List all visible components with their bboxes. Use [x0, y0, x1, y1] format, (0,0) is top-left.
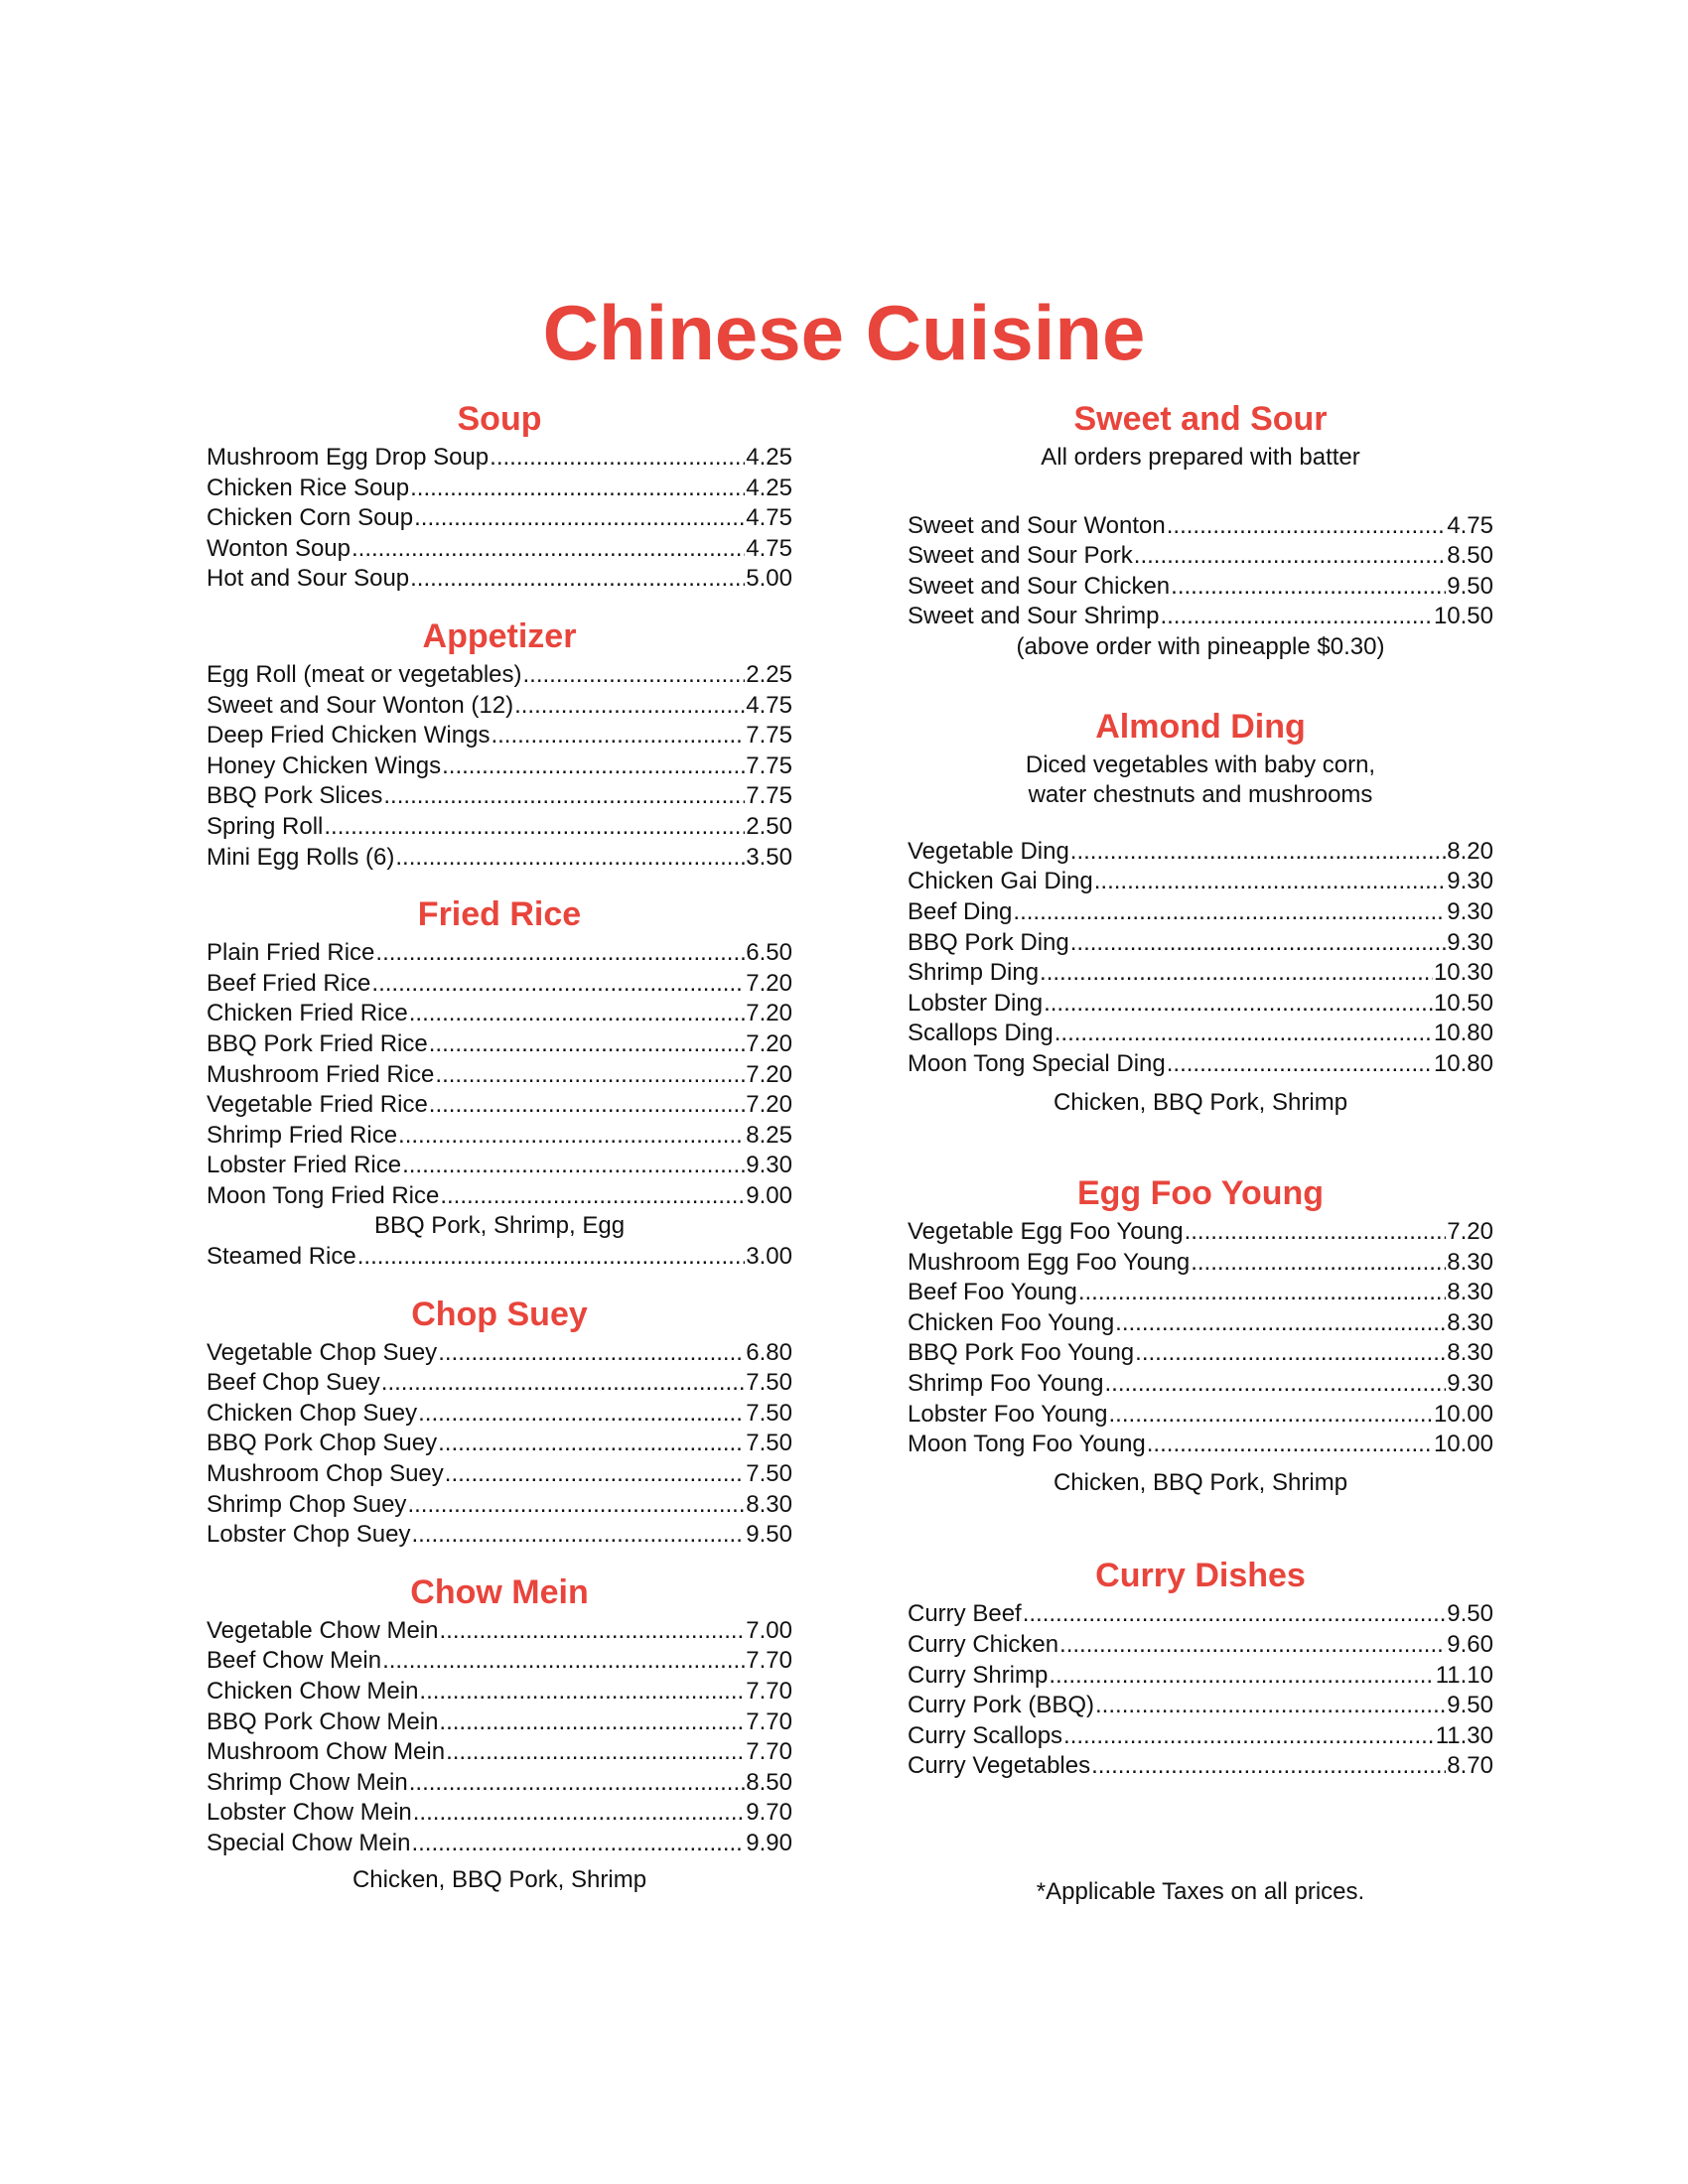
item-price: 2.50: [746, 812, 792, 840]
menu-item: [207, 660, 792, 691]
right-column: [908, 399, 1493, 1782]
menu-item: [908, 897, 1493, 928]
item-name: Egg Roll (meat or vegetables): [207, 660, 522, 688]
dot-leader: [1013, 897, 1446, 928]
menu-item: [908, 837, 1493, 868]
item-name: Beef Fried Rice: [207, 969, 371, 997]
item-price: 9.30: [1447, 897, 1493, 925]
menu-item: [207, 1707, 792, 1738]
section-chow-mein: [207, 1572, 792, 1895]
menu-item: [207, 999, 792, 1029]
section-egg-foo-young: [908, 1173, 1493, 1498]
dot-leader: [439, 1707, 745, 1738]
menu-item: [207, 1677, 792, 1707]
item-price: 10.50: [1433, 603, 1493, 630]
item-price: 8.30: [1447, 1248, 1493, 1276]
item-price: 9.50: [746, 1521, 792, 1549]
menu-item: [908, 1308, 1493, 1339]
item-name: Hot and Sour Soup: [207, 565, 410, 593]
item-price: 7.20: [746, 1091, 792, 1119]
dot-leader: [411, 1520, 745, 1551]
menu-item: [207, 1368, 792, 1399]
dot-leader: [357, 1242, 746, 1273]
dot-leader: [491, 721, 745, 751]
item-price: 9.30: [746, 1152, 792, 1179]
dot-leader: [1147, 1430, 1433, 1460]
section-title: Soup: [457, 400, 542, 438]
item-price: 9.30: [1447, 868, 1493, 895]
item-name: Beef Foo Young: [908, 1279, 1077, 1306]
item-price: 9.30: [1447, 1370, 1493, 1398]
menu-item: [908, 511, 1493, 542]
dot-leader: [439, 1616, 745, 1647]
item-price: 10.80: [1433, 1020, 1493, 1047]
section-intro: All orders prepared with batter: [1041, 444, 1360, 471]
item-price: 10.80: [1433, 1049, 1493, 1077]
item-price: 8.30: [746, 1490, 792, 1518]
dot-leader: [1167, 511, 1447, 542]
dot-leader: [413, 1798, 746, 1829]
menu-item: [207, 564, 792, 595]
tax-footnote: *Applicable Taxes on all prices.: [1036, 1878, 1365, 1905]
menu-item: [207, 1338, 792, 1369]
menu-item: [908, 1248, 1493, 1279]
section-note: Chicken, BBQ Pork, Shrimp: [1053, 1088, 1348, 1116]
menu-item: [908, 1369, 1493, 1400]
item-price: 7.50: [746, 1399, 792, 1427]
dot-leader: [429, 1090, 745, 1121]
menu-item: [908, 1019, 1493, 1049]
item-name: Chicken Gai Ding: [908, 868, 1093, 895]
item-price: 7.20: [746, 1029, 792, 1057]
dot-leader: [1167, 1049, 1433, 1080]
item-name: Sweet and Sour Shrimp: [908, 603, 1160, 630]
dot-leader: [411, 1829, 745, 1859]
item-name: Curry Scallops: [908, 1721, 1063, 1749]
section-sweet-and-sour: [908, 399, 1493, 663]
dot-leader: [1070, 928, 1447, 959]
dot-leader: [419, 1677, 745, 1707]
menu-item: [908, 1278, 1493, 1308]
menu-item: [908, 1691, 1493, 1721]
dot-leader: [383, 781, 745, 812]
menu-item: [207, 443, 792, 474]
item-name: Moon Tong Fried Rice: [207, 1181, 440, 1209]
section-intro: Diced vegetables with baby corn, water chestnuts and mushrooms: [1025, 751, 1376, 809]
item-name: Lobster Fried Rice: [207, 1152, 402, 1179]
item-name: Curry Vegetables: [908, 1752, 1091, 1780]
menu-item: [207, 969, 792, 1000]
item-name: Curry Chicken: [908, 1631, 1059, 1659]
menu-item: [207, 534, 792, 565]
item-name: Shrimp Fried Rice: [207, 1121, 398, 1149]
item-name: Mushroom Chow Mein: [207, 1738, 446, 1766]
item-price: 6.80: [746, 1338, 792, 1366]
item-price: 7.70: [746, 1738, 792, 1766]
dot-leader: [1055, 1019, 1433, 1049]
section-note: Chicken, BBQ Pork, Shrimp: [1053, 1468, 1348, 1496]
item-price: 8.30: [1447, 1339, 1493, 1367]
item-name: Chicken Corn Soup: [207, 504, 414, 532]
menu-item: [207, 1429, 792, 1459]
dot-leader: [407, 1490, 745, 1521]
dot-leader: [435, 1060, 745, 1091]
menu-item: [908, 1217, 1493, 1248]
item-name: Steamed Rice: [207, 1243, 356, 1271]
dot-leader: [1115, 1308, 1446, 1339]
item-price: 4.25: [746, 474, 792, 501]
item-name: Scallops Ding: [908, 1020, 1054, 1047]
dot-leader: [1160, 602, 1432, 632]
dot-leader: [1171, 572, 1446, 603]
item-price: 8.70: [1447, 1752, 1493, 1780]
item-name: Beef Ding: [908, 897, 1013, 925]
dot-leader: [1134, 541, 1446, 572]
menu-item: [908, 1400, 1493, 1431]
item-name: Sweet and Sour Pork: [908, 542, 1133, 570]
dot-leader: [409, 999, 746, 1029]
item-price: 9.60: [1447, 1631, 1493, 1659]
item-price: 8.25: [746, 1121, 792, 1149]
item-name: Chicken Foo Young: [908, 1308, 1115, 1336]
item-name: Lobster Chow Mein: [207, 1799, 412, 1827]
menu-item: [908, 572, 1493, 603]
item-price: 4.75: [1447, 511, 1493, 539]
item-price: 7.50: [746, 1369, 792, 1397]
dot-leader: [522, 660, 745, 691]
dot-leader: [414, 503, 745, 534]
section-chop-suey: [207, 1295, 792, 1551]
dot-leader: [375, 938, 745, 969]
page-title: Chinese Cuisine: [542, 289, 1146, 376]
menu-item: [207, 721, 792, 751]
dot-leader: [1095, 1691, 1446, 1721]
dot-leader: [438, 1338, 745, 1369]
item-price: 6.50: [746, 939, 792, 967]
item-name: Chicken Chow Mein: [207, 1678, 419, 1705]
dot-leader: [324, 812, 745, 843]
menu-item: [207, 1768, 792, 1799]
item-name: Mushroom Fried Rice: [207, 1060, 435, 1088]
section-title: Chow Mein: [410, 1572, 589, 1611]
item-name: Shrimp Chop Suey: [207, 1490, 407, 1518]
section-title: Chop Suey: [411, 1295, 588, 1333]
dot-leader: [409, 1768, 746, 1799]
item-name: Spring Roll: [207, 812, 324, 840]
section-curry-dishes: [908, 1556, 1493, 1782]
item-name: Sweet and Sour Chicken: [908, 572, 1171, 600]
section-fried-rice: [207, 894, 792, 1273]
dot-leader: [410, 564, 745, 595]
menu-item: [207, 1829, 792, 1859]
item-name: Vegetable Egg Foo Young: [908, 1218, 1184, 1246]
item-name: Vegetable Ding: [908, 837, 1069, 865]
menu-item: [908, 958, 1493, 989]
item-name: Lobster Foo Young: [908, 1400, 1108, 1428]
item-price: 9.00: [746, 1181, 792, 1209]
item-price: 4.75: [746, 534, 792, 562]
dot-leader: [1094, 867, 1447, 897]
menu-item: [908, 1661, 1493, 1692]
item-price: 7.20: [746, 969, 792, 997]
menu-item: [207, 812, 792, 843]
dot-leader: [440, 1181, 745, 1212]
menu-item: [908, 989, 1493, 1020]
dot-leader: [1040, 958, 1433, 989]
menu-item: [207, 843, 792, 874]
menu-item: [207, 1090, 792, 1121]
menu-item: [207, 1490, 792, 1521]
item-name: Moon Tong Special Ding: [908, 1049, 1166, 1077]
dot-leader: [402, 1151, 745, 1181]
item-name: Mini Egg Rolls (6): [207, 843, 395, 871]
menu-item: [207, 938, 792, 969]
section-title: Curry Dishes: [1095, 1557, 1306, 1595]
menu-item: [207, 474, 792, 504]
item-price: 7.20: [746, 1000, 792, 1027]
item-price: 9.50: [1447, 1692, 1493, 1719]
section-note: Chicken, BBQ Pork, Shrimp: [352, 1865, 647, 1893]
item-price: 8.50: [1447, 542, 1493, 570]
item-price: 5.00: [746, 565, 792, 593]
item-price: 3.00: [746, 1243, 792, 1271]
menu-item: [207, 1242, 792, 1273]
dot-leader: [1078, 1278, 1446, 1308]
item-price: 7.75: [746, 751, 792, 779]
menu-item: [908, 928, 1493, 959]
item-price: 10.00: [1433, 1431, 1493, 1458]
item-price: 7.00: [746, 1616, 792, 1644]
item-price: 9.50: [1447, 572, 1493, 600]
item-price: 7.20: [746, 1060, 792, 1088]
item-price: 4.75: [746, 504, 792, 532]
item-price: 2.25: [746, 660, 792, 688]
item-price: 11.10: [1435, 1661, 1493, 1689]
item-name: Curry Pork (BBQ): [908, 1692, 1095, 1719]
menu-item: [908, 1430, 1493, 1460]
section-title: Fried Rice: [417, 895, 582, 934]
menu-item: [908, 1599, 1493, 1630]
item-name: Curry Shrimp: [908, 1661, 1049, 1689]
dot-leader: [398, 1121, 745, 1152]
menu-item: [908, 1338, 1493, 1369]
dot-leader: [490, 443, 745, 474]
dot-leader: [1049, 1661, 1434, 1692]
item-name: Sweet and Sour Wonton (12): [207, 691, 514, 719]
section-soup: [207, 399, 792, 595]
dot-leader: [1191, 1248, 1446, 1279]
item-price: 8.30: [1447, 1279, 1493, 1306]
item-price: 9.50: [1447, 1600, 1493, 1628]
menu-item: [908, 867, 1493, 897]
dot-leader: [442, 751, 745, 782]
menu-item: [207, 1060, 792, 1091]
item-price: 7.70: [746, 1647, 792, 1675]
item-name: Beef Chow Mein: [207, 1647, 382, 1675]
menu-item: [908, 1721, 1493, 1752]
item-name: Vegetable Fried Rice: [207, 1091, 428, 1119]
item-price: 8.30: [1447, 1308, 1493, 1336]
dot-leader: [381, 1368, 745, 1399]
dot-leader: [1091, 1751, 1446, 1782]
item-price: 3.50: [746, 843, 792, 871]
item-price: 7.50: [746, 1430, 792, 1457]
item-price: 10.50: [1433, 989, 1493, 1017]
item-name: Mushroom Egg Drop Soup: [207, 444, 490, 471]
section-title: Appetizer: [422, 616, 577, 655]
item-name: Curry Beef: [908, 1600, 1022, 1628]
item-price: 7.50: [746, 1460, 792, 1488]
item-name: Plain Fried Rice: [207, 939, 375, 967]
dot-leader: [1059, 1630, 1446, 1661]
item-name: Beef Chop Suey: [207, 1369, 380, 1397]
menu-item: [908, 1630, 1493, 1661]
section-title: Sweet and Sour: [1073, 400, 1328, 438]
item-name: BBQ Pork Foo Young: [908, 1339, 1135, 1367]
item-name: Shrimp Foo Young: [908, 1370, 1104, 1398]
item-name: Honey Chicken Wings: [207, 751, 442, 779]
item-name: Shrimp Chow Mein: [207, 1768, 408, 1796]
moon-tong-note: BBQ Pork, Shrimp, Egg: [373, 1212, 626, 1240]
item-name: Mushroom Chop Suey: [207, 1460, 444, 1488]
dot-leader: [352, 534, 745, 565]
item-price: 8.50: [746, 1768, 792, 1796]
dot-leader: [1135, 1338, 1446, 1369]
dot-leader: [514, 691, 745, 722]
item-price: 4.25: [746, 444, 792, 471]
item-price: 7.70: [746, 1707, 792, 1735]
item-name: BBQ Pork Fried Rice: [207, 1029, 428, 1057]
item-name: BBQ Pork Chop Suey: [207, 1430, 438, 1457]
item-name: BBQ Pork Ding: [908, 928, 1069, 956]
item-price: 10.00: [1433, 1400, 1493, 1428]
item-price: 9.70: [746, 1799, 792, 1827]
item-name: Shrimp Ding: [908, 959, 1040, 987]
menu-item: [207, 1181, 792, 1212]
menu-item: [207, 1616, 792, 1647]
dot-leader: [445, 1459, 746, 1490]
dot-leader: [429, 1029, 746, 1060]
menu-item: [207, 1737, 792, 1768]
item-name: Chicken Fried Rice: [207, 1000, 408, 1027]
section-title: Egg Foo Young: [1076, 1174, 1325, 1213]
item-name: Chicken Chop Suey: [207, 1399, 418, 1427]
item-name: Moon Tong Foo Young: [908, 1431, 1146, 1458]
left-column: [207, 399, 792, 1895]
item-name: Special Chow Mein: [207, 1829, 411, 1856]
item-price: 7.70: [746, 1678, 792, 1705]
dot-leader: [382, 1646, 745, 1677]
item-name: BBQ Pork Slices: [207, 782, 383, 810]
dot-leader: [1109, 1400, 1433, 1431]
dot-leader: [438, 1429, 745, 1459]
menu-item: [207, 751, 792, 782]
menu-item: [908, 1049, 1493, 1080]
item-price: 9.90: [746, 1829, 792, 1856]
dot-leader: [1104, 1369, 1446, 1400]
menu-item: [207, 1399, 792, 1430]
menu-item: [207, 1798, 792, 1829]
item-price: 9.30: [1447, 928, 1493, 956]
dot-leader: [395, 843, 745, 874]
dot-leader: [1070, 837, 1446, 868]
dot-leader: [446, 1737, 745, 1768]
menu-item: [908, 602, 1493, 632]
dot-leader: [1185, 1217, 1447, 1248]
item-name: Lobster Chop Suey: [207, 1521, 411, 1549]
section-almond-ding: [908, 707, 1493, 1119]
menu-item: [207, 503, 792, 534]
menu-item: [207, 691, 792, 722]
dot-leader: [1023, 1599, 1447, 1630]
menu-item: [207, 1520, 792, 1551]
menu-item: [207, 781, 792, 812]
section-title: Almond Ding: [1095, 707, 1306, 746]
item-price: 7.75: [746, 722, 792, 750]
item-price: 7.75: [746, 782, 792, 810]
item-name: Vegetable Chop Suey: [207, 1338, 438, 1366]
menu-item: [207, 1151, 792, 1181]
dot-leader: [1044, 989, 1433, 1020]
menu-item: [908, 541, 1493, 572]
section-note: (above order with pineapple $0.30): [1016, 632, 1385, 660]
menu-item: [908, 1751, 1493, 1782]
section-appetizer: [207, 616, 792, 873]
item-price: 8.20: [1447, 837, 1493, 865]
menu-item: [207, 1121, 792, 1152]
menu-item: [207, 1029, 792, 1060]
item-price: 11.30: [1435, 1721, 1493, 1749]
item-name: Chicken Rice Soup: [207, 474, 410, 501]
item-name: Deep Fried Chicken Wings: [207, 722, 491, 750]
item-name: Sweet and Sour Wonton: [908, 511, 1166, 539]
menu-item: [207, 1646, 792, 1677]
dot-leader: [410, 474, 745, 504]
item-name: Vegetable Chow Mein: [207, 1616, 439, 1644]
item-name: BBQ Pork Chow Mein: [207, 1707, 439, 1735]
item-price: 4.75: [746, 691, 792, 719]
item-name: Lobster Ding: [908, 989, 1044, 1017]
dot-leader: [418, 1399, 745, 1430]
menu-item: [207, 1459, 792, 1490]
item-name: Wonton Soup: [207, 534, 351, 562]
item-name: Mushroom Egg Foo Young: [908, 1248, 1191, 1276]
dot-leader: [371, 969, 745, 1000]
item-price: 10.30: [1433, 959, 1493, 987]
dot-leader: [1063, 1721, 1435, 1752]
item-price: 7.20: [1447, 1218, 1493, 1246]
